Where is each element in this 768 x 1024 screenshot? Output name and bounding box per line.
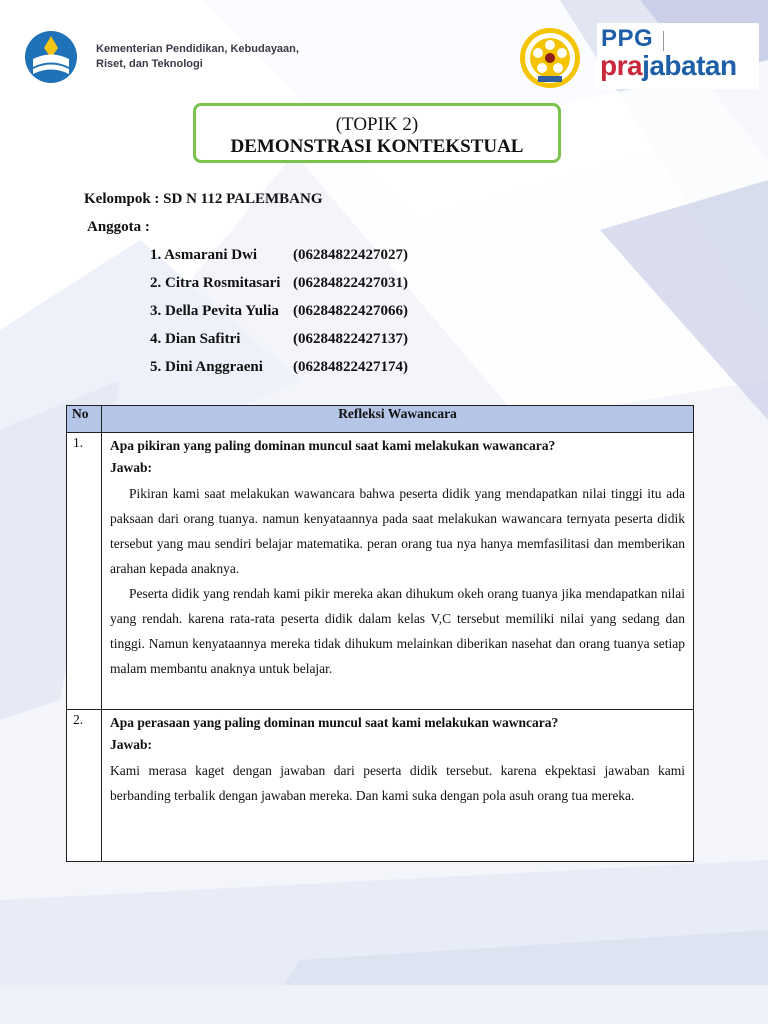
- ppg-wordmark: PPG: [601, 25, 654, 52]
- group-name: Kelompok : SD N 112 PALEMBANG: [84, 191, 323, 207]
- ministry-name: [96, 42, 336, 72]
- row-number: 1.: [67, 433, 102, 710]
- row-number: 2.: [67, 710, 102, 862]
- row-content: [102, 710, 694, 862]
- member-name: 4. Dian Safitri: [150, 331, 241, 347]
- topic-number: (TOPIK 2): [335, 114, 419, 135]
- member-id: (06284822427031): [293, 275, 408, 291]
- question-text: Apa perasaan yang paling dominan muncul saat kami melakukan wawncara?: [110, 715, 559, 730]
- kemdikbud-logo-icon: [18, 28, 84, 86]
- answer-label: Jawab:: [110, 737, 153, 752]
- ministry-line1: Kementerian Pendidikan, Kebudayaan,: [96, 43, 299, 55]
- member-item: [150, 331, 408, 351]
- prajabatan-wordmark: [600, 50, 737, 82]
- title-box: [193, 103, 561, 163]
- topic-title: DEMONSTRASI KONTEKSTUAL: [230, 136, 524, 157]
- prajabatan-wordmark-red: pra: [600, 50, 643, 81]
- reflection-table: [66, 405, 694, 862]
- member-item: [150, 359, 408, 379]
- question-text: Apa pikiran yang paling dominan muncul saat kami melakukan wawancara?: [110, 438, 556, 453]
- university-emblem-icon: [518, 26, 582, 90]
- ppg-divider: [663, 31, 664, 51]
- column-header-reflection: Refleksi Wawancara: [102, 406, 694, 433]
- table-row: [67, 710, 694, 862]
- member-id: (06284822427027): [293, 247, 408, 263]
- member-item: [150, 247, 408, 267]
- table-row: [67, 433, 694, 710]
- member-id: (06284822427174): [293, 359, 408, 375]
- member-name: 1. Asmarani Dwi: [150, 247, 258, 263]
- ppg-prajabatan-logo: [597, 23, 759, 89]
- member-item: [150, 303, 408, 323]
- prajabatan-wordmark-blue: jabatan: [642, 50, 737, 81]
- member-name: 5. Dini Anggraeni: [150, 359, 263, 375]
- member-name: 3. Della Pevita Yulia: [150, 303, 279, 319]
- answer-label: Jawab:: [110, 460, 153, 475]
- column-header-no: No: [67, 406, 102, 433]
- members-label: Anggota :: [87, 219, 150, 235]
- row-content: [102, 433, 694, 710]
- member-name: 2. Citra Rosmitasari: [150, 275, 281, 291]
- answer-paragraph: Pikiran kami saat melakukan wawancara bahwa peserta didik yang mendapatkan nilai tinggi itu ada paksaan dari orang tuanya. namun kenyataannya pada saat melakukan wawancara ternyata peserta didik tersebut yang mau sendiri belajar matematika. peran orang tua nya hanya memfasilitasi dan memberikan arahan kepada anaknya.: [110, 486, 685, 576]
- member-item: [150, 275, 408, 295]
- ministry-line2: Riset, dan Teknologi: [96, 58, 203, 70]
- answer-paragraph: Kami merasa kaget dengan jawaban dari peserta didik tersebut. karena ekpektasi jawaban kami berbanding terbalik dengan jawaban mereka. Dan kami suka dengan pola asuh orang tua mereka.: [110, 763, 685, 803]
- table-header-row: [67, 406, 694, 433]
- member-id: (06284822427066): [293, 303, 408, 319]
- member-id: (06284822427137): [293, 331, 408, 347]
- answer-paragraph: Peserta didik yang rendah kami pikir mereka akan dihukum okeh orang tuanya jika mendapatkan nilai yang rendah. karena rata-rata peserta didik dalam kelas V,C tersebut memiliki nilai yang sedang dan tinggi. Namun kenyataannya mereka tidak dihukum melainkan diberikan nasehat dan orang tuanya setiap malam membantu anaknya untuk belajar.: [110, 586, 685, 676]
